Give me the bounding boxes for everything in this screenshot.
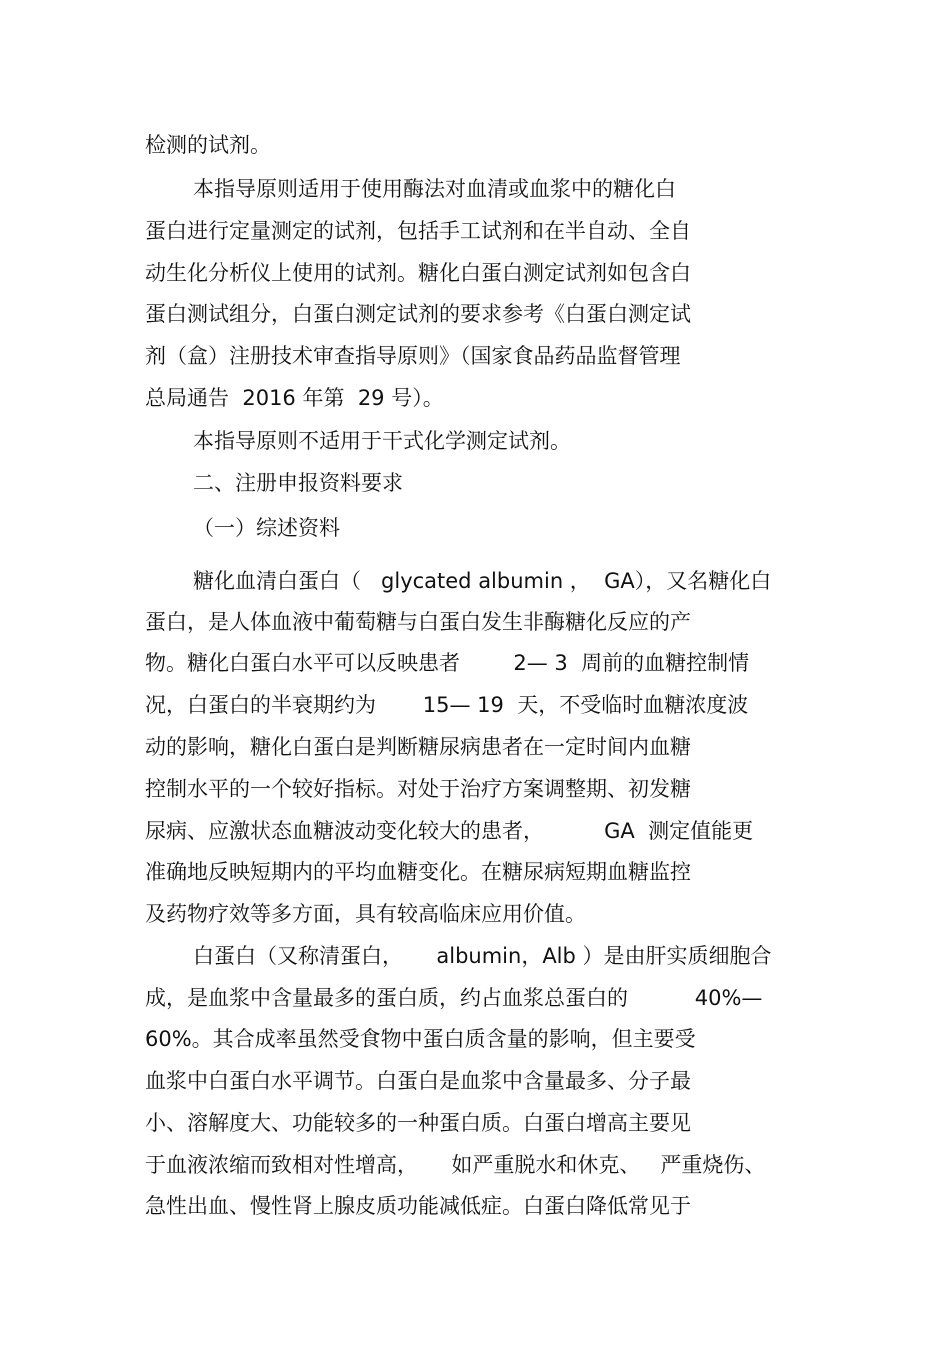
paragraph-first-line: 本指导原则适用于使用酶法对血清或血浆中的糖化白 [193, 177, 676, 201]
text-line: 及药物疗效等多方面，具有较高临床应用价值。 [145, 902, 586, 926]
text-line: 剂（盒）注册技术审查指导原则》（国家食品药品监督管理 [145, 344, 681, 368]
text-line: 总局通告 2016 年第 29 号）。 [145, 386, 444, 410]
section-heading: 二、注册申报资料要求 [193, 471, 403, 495]
text-line: 蛋白，是人体血液中葡萄糖与白蛋白发生非酶糖化反应的产 [145, 610, 691, 634]
text-line: 蛋白测试组分，白蛋白测定试剂的要求参考《白蛋白测定试 [145, 302, 691, 326]
paragraph-first-line: 白蛋白（又称清蛋白， albumin，Alb ）是由肝实质细胞合 [193, 944, 772, 968]
text-line: 成，是血浆中含量最多的蛋白质，约占血浆总蛋白的 40%— [145, 986, 763, 1010]
text-line: 动生化分析仪上使用的试剂。糖化白蛋白测定试剂如包含白 [145, 261, 691, 285]
text-line: 物。糖化白蛋白水平可以反映患者 2— 3 周前的血糖控制情 [145, 651, 750, 675]
text-line: 急性出血、慢性肾上腺皮质功能减低症。白蛋白降低常见于 [145, 1194, 691, 1218]
paragraph-first-line: 本指导原则不适用于干式化学测定试剂。 [193, 429, 571, 453]
paragraph-first-line: 糖化血清白蛋白（ glycated albumin ， GA），又名糖化白 [193, 569, 772, 593]
text-line: 控制水平的一个较好指标。对处于治疗方案调整期、初发糖 [145, 777, 691, 801]
text-line: 动的影响，糖化白蛋白是判断糖尿病患者在一定时间内血糖 [145, 735, 691, 759]
text-line: 小、溶解度大、功能较多的一种蛋白质。白蛋白增高主要见 [145, 1111, 691, 1135]
text-line: 于血液浓缩而致相对性增高， 如严重脱水和休克、 严重烧伤、 [145, 1153, 766, 1177]
text-line: 准确地反映短期内的平均血糖变化。在糖尿病短期血糖监控 [145, 860, 691, 884]
text-line: 蛋白进行定量测定的试剂，包括手工试剂和在半自动、全自 [145, 219, 691, 243]
text-line: 血浆中白蛋白水平调节。白蛋白是血浆中含量最多、分子最 [145, 1069, 691, 1093]
text-line: 尿病、应激状态血糖波动变化较大的患者， GA 测定值能更 [145, 819, 754, 843]
subsection-heading: （一）综述资料 [193, 516, 340, 540]
text-line: 检测的试剂。 [145, 133, 271, 157]
text-line: 60%。其合成率虽然受食物中蛋白质含量的影响，但主要受 [145, 1027, 696, 1051]
text-line: 况，白蛋白的半衰期约为 15— 19 天，不受临时血糖浓度波 [145, 693, 749, 717]
